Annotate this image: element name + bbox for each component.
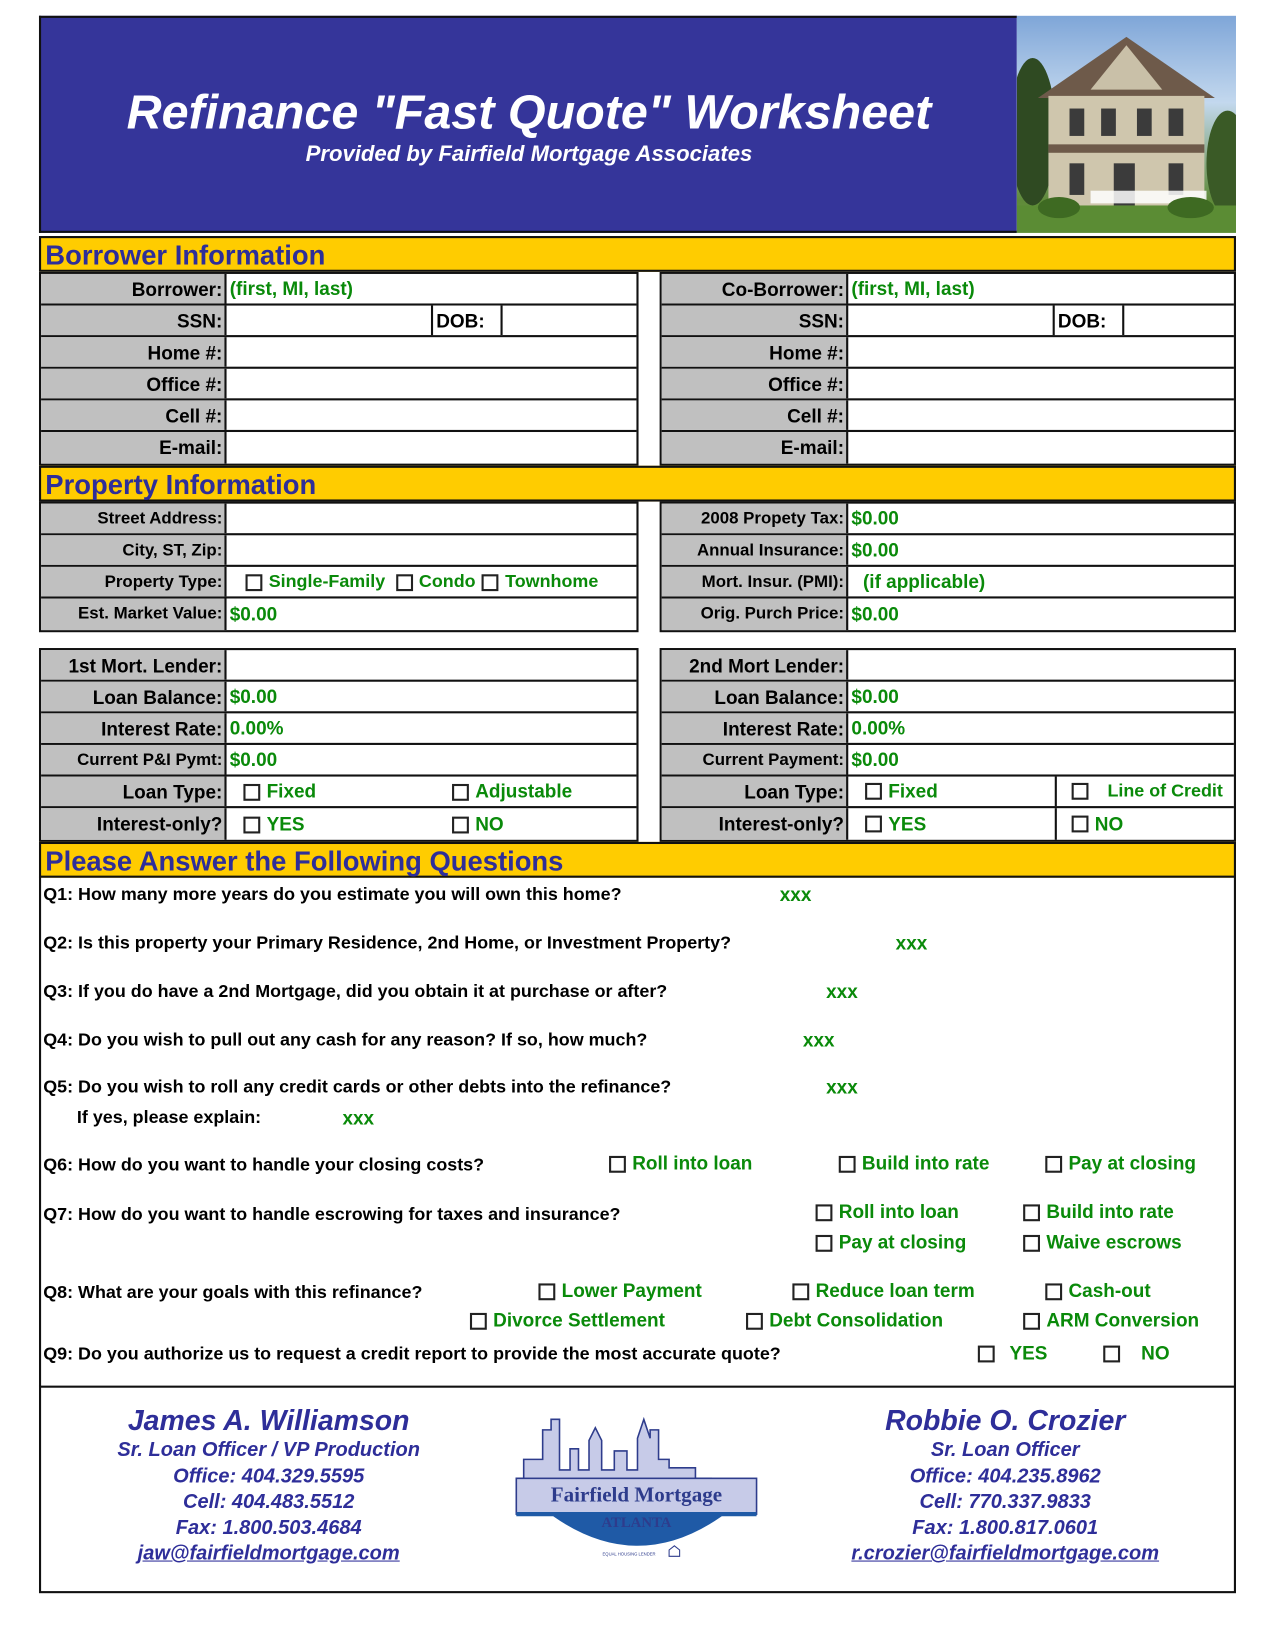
q8-reduce-term-checkbox[interactable] bbox=[792, 1280, 974, 1302]
q9-option-label: NO bbox=[1141, 1342, 1170, 1364]
officer-1-email-link[interactable]: jaw@fairfieldmortgage.com bbox=[137, 1542, 400, 1565]
q8-cash-out-checkbox[interactable] bbox=[1045, 1280, 1150, 1302]
equal-housing-icon bbox=[669, 1546, 680, 1557]
insurance-field[interactable]: $0.00 bbox=[851, 539, 899, 561]
co-ssn-field[interactable] bbox=[848, 306, 1055, 336]
second-payment-label: Current Payment: bbox=[662, 745, 849, 775]
co-borrower-label: Co-Borrower: bbox=[662, 274, 849, 304]
officer-1-office: Office: 404.329.5595 bbox=[173, 1465, 365, 1488]
co-cell-phone-label: Cell #: bbox=[662, 400, 849, 430]
property-tax-label: 2008 Propety Tax: bbox=[662, 504, 849, 534]
question-5: Q5: Do you wish to roll any credit cards or other debts into the refinance? bbox=[43, 1076, 672, 1097]
market-value-label: Est. Market Value: bbox=[41, 599, 226, 631]
second-rate-field[interactable]: 0.00% bbox=[851, 717, 906, 739]
q6-roll-into-loan-checkbox[interactable] bbox=[609, 1153, 752, 1175]
officer-1-title: Sr. Loan Officer / VP Production bbox=[117, 1439, 420, 1462]
answer-4[interactable]: xxx bbox=[802, 1029, 835, 1051]
purchase-price-field[interactable]: $0.00 bbox=[851, 603, 899, 625]
second-lender-field[interactable] bbox=[848, 650, 1234, 680]
co-email-field[interactable] bbox=[848, 432, 1234, 464]
city-label: City, ST, Zip: bbox=[41, 535, 226, 565]
first-fixed-label: Fixed bbox=[266, 780, 317, 802]
q9-no-checkbox[interactable] bbox=[1103, 1342, 1169, 1364]
street-label: Street Address: bbox=[41, 504, 226, 534]
co-home-phone-field[interactable] bbox=[848, 337, 1234, 367]
officer-2-fax: Fax: 1.800.817.0601 bbox=[912, 1516, 1099, 1539]
second-balance-field[interactable]: $0.00 bbox=[851, 685, 899, 708]
q7-waive-escrows-checkbox[interactable] bbox=[1023, 1232, 1181, 1254]
office-phone-field[interactable] bbox=[227, 369, 637, 399]
first-adjustable-checkbox[interactable] bbox=[452, 776, 572, 808]
second-balance-label: Loan Balance: bbox=[662, 682, 849, 712]
pmi-label: Mort. Insur. (PMI): bbox=[662, 567, 849, 597]
second-mortgage-table bbox=[660, 648, 1236, 842]
officer-2-title: Sr. Loan Officer bbox=[930, 1439, 1080, 1462]
officer-2-office: Office: 404.235.8962 bbox=[909, 1465, 1101, 1488]
second-fixed-checkbox[interactable] bbox=[848, 777, 1057, 807]
header-banner bbox=[39, 16, 1017, 233]
co-office-phone-label: Office #: bbox=[662, 369, 849, 399]
purchase-price-label: Orig. Purch Price: bbox=[662, 599, 849, 631]
q7-option-label: Roll into loan bbox=[838, 1201, 959, 1223]
email-label: E-mail: bbox=[41, 432, 226, 464]
loan-officer-1-card bbox=[90, 1402, 448, 1567]
question-8: Q8: What are your goals with this refinance? bbox=[43, 1282, 423, 1303]
answer-5-explain[interactable]: xxx bbox=[342, 1107, 375, 1129]
property-section-heading: Property Information bbox=[39, 466, 1236, 502]
q8-divorce-checkbox[interactable] bbox=[470, 1310, 665, 1332]
city-field[interactable] bbox=[227, 535, 637, 565]
property-tax-field[interactable]: $0.00 bbox=[851, 507, 899, 529]
question-1: Q1: How many more years do you estimate you will own this home? bbox=[43, 884, 622, 905]
q7-option-label: Waive escrows bbox=[1046, 1231, 1182, 1253]
officer-1-cell: Cell: 404.483.5512 bbox=[182, 1490, 355, 1514]
ssn-label: SSN: bbox=[41, 306, 226, 336]
co-dob-label: DOB: bbox=[1055, 306, 1125, 336]
first-rate-label: Interest Rate: bbox=[41, 713, 226, 743]
answer-3[interactable]: xxx bbox=[826, 980, 858, 1003]
second-io-label: Interest-only? bbox=[662, 808, 849, 840]
first-io-no-checkbox[interactable] bbox=[452, 808, 504, 840]
officer-2-cell: Cell: 770.337.9833 bbox=[919, 1490, 1091, 1514]
townhome-checkbox[interactable] bbox=[482, 566, 598, 598]
answer-1[interactable]: xxx bbox=[779, 884, 812, 906]
cell-phone-field[interactable] bbox=[227, 400, 637, 430]
street-field[interactable] bbox=[227, 504, 637, 534]
condo-checkbox[interactable] bbox=[396, 566, 476, 598]
market-value-field[interactable]: $0.00 bbox=[229, 603, 278, 625]
first-lender-label: 1st Mort. Lender: bbox=[41, 650, 226, 680]
single-family-label: Single-Family bbox=[268, 571, 386, 592]
co-borrower-table bbox=[660, 272, 1236, 466]
home-phone-label: Home #: bbox=[41, 337, 226, 367]
first-balance-field[interactable]: $0.00 bbox=[229, 685, 278, 708]
property-type-label: Property Type: bbox=[41, 567, 226, 597]
officer-2-name: Robbie O. Crozier bbox=[885, 1404, 1126, 1437]
cell-phone-label: Cell #: bbox=[41, 400, 226, 430]
q8-arm-conversion-checkbox[interactable] bbox=[1023, 1310, 1199, 1332]
borrower-name-field[interactable]: (first, MI, last) bbox=[229, 278, 354, 300]
q8-option-label: ARM Conversion bbox=[1046, 1309, 1200, 1331]
q6-pay-at-closing-checkbox[interactable] bbox=[1045, 1153, 1196, 1175]
question-2: Q2: Is this property your Primary Residence, 2nd Home, or Investment Property? bbox=[43, 932, 732, 953]
home-phone-field[interactable] bbox=[227, 337, 637, 367]
q8-option-label: Reduce loan term bbox=[815, 1280, 975, 1302]
fairfield-mortgage-logo bbox=[511, 1407, 764, 1565]
answer-5[interactable]: xxx bbox=[826, 1076, 858, 1098]
q8-debt-consolidation-checkbox[interactable] bbox=[746, 1310, 943, 1332]
borrower-table bbox=[39, 272, 639, 466]
co-ssn-label: SSN: bbox=[662, 306, 849, 336]
second-io-yes-label: YES bbox=[888, 813, 927, 835]
second-loc-label: Line of Credit bbox=[1107, 780, 1223, 801]
q9-option-label: YES bbox=[1009, 1342, 1048, 1364]
first-loan-type-label: Loan Type: bbox=[41, 777, 226, 807]
logo-equal-housing: EQUAL HOUSING LENDER bbox=[602, 1551, 656, 1557]
pmi-field[interactable]: (if applicable) bbox=[862, 571, 986, 593]
first-adjustable-label: Adjustable bbox=[475, 780, 573, 802]
q7-roll-into-loan-checkbox[interactable] bbox=[816, 1201, 959, 1223]
q8-option-label: Lower Payment bbox=[561, 1280, 702, 1302]
q7-build-into-rate-checkbox[interactable] bbox=[1023, 1201, 1174, 1223]
second-loc-checkbox[interactable] bbox=[1057, 777, 1234, 807]
second-io-no-checkbox[interactable] bbox=[1057, 808, 1234, 840]
property-table-right bbox=[660, 502, 1236, 633]
property-table-left bbox=[39, 502, 639, 633]
question-3: Q3: If you do have a 2nd Mortgage, did you obtain it at purchase or after? bbox=[43, 980, 668, 1002]
first-io-no-label: NO bbox=[475, 813, 504, 835]
q7-option-label: Pay at closing bbox=[838, 1231, 967, 1253]
q8-option-label: Debt Consolidation bbox=[769, 1309, 944, 1331]
question-9: Q9: Do you authorize us to request a credit report to provide the most accurate quote? bbox=[43, 1343, 781, 1364]
second-io-no-label: NO bbox=[1094, 813, 1124, 835]
townhome-label: Townhome bbox=[505, 571, 599, 592]
question-5-explain: If yes, please explain: bbox=[76, 1107, 262, 1128]
question-6: Q6: How do you want to handle your closing costs? bbox=[43, 1154, 485, 1175]
officer-1-fax: Fax: 1.800.503.4684 bbox=[175, 1516, 362, 1539]
first-payment-label: Current P&I Pymt: bbox=[41, 745, 226, 775]
house-photo bbox=[1017, 16, 1236, 233]
first-payment-field[interactable]: $0.00 bbox=[229, 749, 278, 771]
officer-2-email-link[interactable]: r.crozier@fairfieldmortgage.com bbox=[851, 1542, 1160, 1565]
co-borrower-name-field[interactable]: (first, MI, last) bbox=[851, 278, 975, 300]
single-family-checkbox[interactable] bbox=[246, 566, 386, 598]
co-cell-phone-field[interactable] bbox=[848, 400, 1234, 430]
ssn-field[interactable] bbox=[227, 306, 434, 336]
first-rate-field[interactable]: 0.00% bbox=[229, 717, 284, 739]
page-title: Refinance "Fast Quote" Worksheet bbox=[126, 84, 932, 140]
logo-city: ATLANTA bbox=[601, 1514, 672, 1531]
first-balance-label: Loan Balance: bbox=[41, 682, 226, 712]
q6-build-into-rate-checkbox[interactable] bbox=[839, 1153, 990, 1175]
q6-option-label: Pay at closing bbox=[1068, 1152, 1196, 1174]
borrower-section-heading: Borrower Information bbox=[39, 236, 1236, 272]
first-io-label: Interest-only? bbox=[41, 808, 226, 840]
condo-label: Condo bbox=[418, 571, 476, 592]
office-phone-label: Office #: bbox=[41, 369, 226, 399]
q8-option-label: Cash-out bbox=[1068, 1280, 1151, 1302]
first-io-yes-checkbox[interactable] bbox=[243, 808, 304, 840]
second-lender-label: 2nd Mort Lender: bbox=[662, 650, 849, 680]
question-4: Q4: Do you wish to pull out any cash for any reason? If so, how much? bbox=[43, 1029, 648, 1050]
insurance-label: Annual Insurance: bbox=[662, 535, 849, 565]
co-dob-field[interactable] bbox=[1124, 306, 1234, 336]
q8-lower-payment-checkbox[interactable] bbox=[538, 1280, 701, 1302]
logo-wordmark: Fairfield Mortgage bbox=[550, 1482, 723, 1507]
loan-officer-2-card bbox=[826, 1402, 1184, 1567]
first-fixed-checkbox[interactable] bbox=[243, 776, 450, 808]
question-7: Q7: How do you want to handle escrowing for taxes and insurance? bbox=[43, 1204, 621, 1225]
second-payment-field[interactable]: $0.00 bbox=[851, 749, 899, 771]
co-email-label: E-mail: bbox=[662, 432, 849, 464]
co-office-phone-field[interactable] bbox=[848, 369, 1234, 399]
questions-section-heading: Please Answer the Following Questions bbox=[39, 842, 1236, 878]
second-fixed-label: Fixed bbox=[888, 780, 938, 802]
dob-field[interactable] bbox=[503, 306, 637, 336]
second-io-yes-checkbox[interactable] bbox=[848, 808, 1057, 840]
first-lender-field[interactable] bbox=[227, 650, 637, 680]
officer-1-name: James A. Williamson bbox=[127, 1404, 410, 1437]
q6-option-label: Roll into loan bbox=[632, 1152, 753, 1174]
q6-option-label: Build into rate bbox=[861, 1152, 990, 1174]
email-field[interactable] bbox=[227, 432, 637, 464]
page-subtitle: Provided by Fairfield Mortgage Associates bbox=[305, 142, 753, 167]
q9-yes-checkbox[interactable] bbox=[978, 1342, 1048, 1364]
first-mortgage-table bbox=[39, 648, 639, 842]
second-rate-label: Interest Rate: bbox=[662, 713, 849, 743]
first-io-yes-label: YES bbox=[266, 813, 305, 835]
q8-option-label: Divorce Settlement bbox=[493, 1309, 665, 1331]
q7-pay-at-closing-checkbox[interactable] bbox=[816, 1232, 967, 1254]
q7-option-label: Build into rate bbox=[1046, 1201, 1174, 1223]
answer-2[interactable]: xxx bbox=[895, 932, 928, 954]
borrower-label: Borrower: bbox=[41, 274, 226, 304]
dob-label: DOB: bbox=[433, 306, 503, 336]
co-home-phone-label: Home #: bbox=[662, 337, 849, 367]
second-loan-type-label: Loan Type: bbox=[662, 777, 849, 807]
